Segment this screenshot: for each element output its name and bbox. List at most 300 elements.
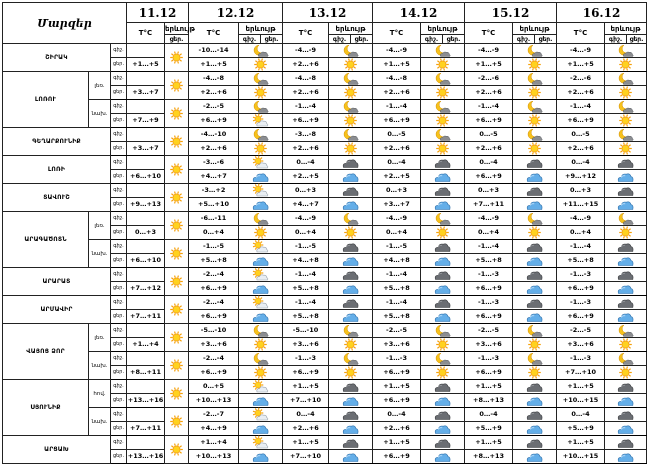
subregion-label: նախ. [89, 100, 111, 128]
temperature-cell: -1…-3 [283, 352, 329, 366]
day-night-label: ցեր. [111, 422, 127, 436]
weather-cell [421, 450, 465, 464]
temperature-cell: +6…+9 [189, 114, 239, 128]
temperature-cell: -1…-5 [283, 240, 329, 254]
temperature-cell: -1…-3 [373, 352, 421, 366]
temperature-cell [127, 436, 165, 450]
temperature-cell: +10…+13 [189, 450, 239, 464]
temperature-cell [127, 212, 165, 226]
temperature-cell: -4…-9 [557, 44, 605, 58]
temperature-cell: -4…-9 [283, 212, 329, 226]
temperature-cell: +5…+8 [283, 282, 329, 296]
temperature-cell: -6…-11 [189, 212, 239, 226]
day-night-label: ցեր. [111, 170, 127, 184]
temperature-cell: +9…+12 [557, 170, 605, 184]
weather-header: երևույթ [239, 23, 283, 35]
weather-cell [165, 436, 189, 464]
temperature-cell: 0…+4 [465, 226, 513, 240]
temperature-cell: -1…-3 [465, 296, 513, 310]
temperature-cell: +3…+6 [557, 338, 605, 352]
table-row [3, 296, 647, 310]
temperature-cell: 0…+4 [283, 226, 329, 240]
sun-icon [168, 103, 185, 122]
day-header: ցեր. [261, 35, 283, 44]
temperature-cell: 0…-4 [557, 408, 605, 422]
temperature-cell: +11…+15 [557, 198, 605, 212]
temperature-cell: +6…+9 [557, 114, 605, 128]
table-row [3, 324, 647, 338]
table-row [3, 72, 647, 86]
temperature-cell: +10…+13 [189, 394, 239, 408]
temperature-cell: +7…+11 [465, 198, 513, 212]
day-header: ցեր. [165, 35, 189, 44]
sun-icon [168, 411, 185, 430]
temperature-cell: +6…+9 [465, 366, 513, 380]
subregion-label: նախ. [89, 352, 111, 380]
temperature-cell: +7…+10 [283, 394, 329, 408]
day-night-label: ցեր. [111, 114, 127, 128]
temperature-cell: -5…-10 [283, 324, 329, 338]
temperature-cell [127, 100, 165, 114]
temperature-cell: 0…+4 [373, 226, 421, 240]
temperature-cell: +3…+6 [465, 338, 513, 352]
table-row [3, 408, 647, 422]
temperature-cell: +6…+9 [373, 394, 421, 408]
table-row [3, 240, 647, 254]
temperature-cell: +1…+5 [557, 380, 605, 394]
temperature-cell: 0…-4 [557, 156, 605, 170]
temperature-cell: +2…+5 [283, 170, 329, 184]
temperature-cell: -1…-4 [373, 268, 421, 282]
region-header: Մարզեր [3, 3, 127, 44]
sun-icon [168, 383, 185, 402]
day-night-label: գիշ. [111, 380, 127, 394]
temperature-cell: +3…+6 [189, 338, 239, 352]
temperature-cell [127, 268, 165, 282]
temperature-cell: +5…+9 [557, 422, 605, 436]
temperature-cell: -1…-4 [283, 100, 329, 114]
temp-header: T°C [283, 23, 329, 44]
temperature-cell: +1…+5 [557, 58, 605, 72]
temperature-cell: +2…+6 [189, 142, 239, 156]
temperature-cell: 0…-5 [373, 128, 421, 142]
temperature-cell [127, 44, 165, 58]
temperature-cell: -2…-7 [189, 408, 239, 422]
temperature-cell: -5…-10 [189, 324, 239, 338]
temperature-cell: -4…-8 [189, 72, 239, 86]
weather-cell [165, 100, 189, 128]
temperature-cell: -1…-4 [283, 296, 329, 310]
table-row [3, 268, 647, 282]
temperature-cell: +2…+5 [373, 170, 421, 184]
temperature-cell: +4…+7 [283, 198, 329, 212]
temperature-cell [127, 184, 165, 198]
sun-icon [168, 299, 185, 318]
day-night-label: ցեր. [111, 58, 127, 72]
temperature-cell: +10…+15 [557, 450, 605, 464]
temperature-cell: +4…+7 [189, 170, 239, 184]
day-night-label: ցեր. [111, 142, 127, 156]
temperature-cell: +3…+6 [373, 338, 421, 352]
temp-header: T°C [557, 23, 605, 44]
temperature-cell: 0…-4 [373, 156, 421, 170]
weather-header: երևույթ [605, 23, 647, 35]
subregion-label: նախ. [89, 408, 111, 436]
day-night-label: գիշ. [111, 44, 127, 58]
date-header: 13.12 [283, 3, 373, 23]
blue-cloud-icon [252, 446, 269, 465]
temperature-cell: -4…-9 [465, 212, 513, 226]
temperature-cell: 0…+3 [465, 184, 513, 198]
region-name: ԳԵՂԱՐՔՈՒՆԻՔ [3, 128, 111, 156]
temperature-cell: +1…+5 [373, 380, 421, 394]
temperature-cell: -2…-5 [189, 100, 239, 114]
night-header: գիշ. [329, 35, 351, 44]
temperature-cell: +6…+9 [465, 282, 513, 296]
temperature-cell: +6…+9 [557, 282, 605, 296]
temp-header: T°C [189, 23, 239, 44]
temperature-cell: +6…+9 [189, 366, 239, 380]
night-header: գիշ. [513, 35, 535, 44]
day-header: ցեր. [443, 35, 465, 44]
table-row [3, 44, 647, 58]
temperature-cell: -1…-4 [465, 100, 513, 114]
temperature-cell: +6…+9 [373, 450, 421, 464]
temperature-cell: +2…+6 [283, 142, 329, 156]
date-header: 15.12 [465, 3, 557, 23]
temperature-cell: -2…-6 [465, 72, 513, 86]
sun-icon [168, 47, 185, 66]
day-night-label: ցեր. [111, 450, 127, 464]
temperature-cell: +6…+9 [373, 114, 421, 128]
temperature-cell: +7…+11 [127, 310, 165, 324]
sun-icon [168, 439, 185, 458]
temperature-cell: 0…-4 [465, 156, 513, 170]
temperature-cell: +4…+8 [283, 254, 329, 268]
sun-icon [168, 327, 185, 346]
temperature-cell: -2…-5 [373, 324, 421, 338]
weather-cell [165, 324, 189, 352]
blue-cloud-icon [617, 446, 634, 465]
temperature-cell: -4…-9 [465, 44, 513, 58]
weather-cell [165, 268, 189, 296]
temperature-cell: +4…+9 [189, 422, 239, 436]
temperature-cell: +5…+8 [557, 254, 605, 268]
temp-header: T°C [465, 23, 513, 44]
night-header: գիշ. [239, 35, 261, 44]
weather-cell [165, 156, 189, 184]
temperature-cell: +6…+9 [465, 114, 513, 128]
temperature-cell: +5…+9 [465, 422, 513, 436]
temperature-cell: -3…-6 [189, 156, 239, 170]
weather-cell [165, 352, 189, 380]
temperature-cell: -1…-3 [557, 296, 605, 310]
temperature-cell: +3…+7 [127, 86, 165, 100]
temperature-cell: +3…+6 [283, 338, 329, 352]
region-name: ԱՐԱԳԱԾՈՏՆ [3, 212, 89, 268]
day-night-label: ցեր. [111, 310, 127, 324]
region-name: ՏԱՎՈՒՇ [3, 184, 111, 212]
temperature-cell: -2…-4 [189, 268, 239, 282]
temperature-cell: -2…-4 [189, 352, 239, 366]
temperature-cell: 0…+4 [189, 226, 239, 240]
temperature-cell: -1…-4 [465, 240, 513, 254]
sun-icon [168, 75, 185, 94]
table-row [3, 184, 647, 198]
temperature-cell: +7…+10 [283, 450, 329, 464]
forecast-body [3, 44, 647, 464]
day-night-label: գիշ. [111, 296, 127, 310]
weather-cell [165, 128, 189, 156]
temperature-cell: -4…-8 [373, 72, 421, 86]
weather-cell [165, 240, 189, 268]
temperature-cell: 0…-4 [465, 408, 513, 422]
sun-icon [168, 243, 185, 262]
temperature-cell: +1…+5 [283, 380, 329, 394]
table-row [3, 436, 647, 450]
day-night-label: գիշ. [111, 240, 127, 254]
blue-cloud-icon [434, 446, 451, 465]
weather-header: երևույթ [513, 23, 557, 35]
weather-cell [605, 450, 647, 464]
temperature-cell: +6…+9 [189, 282, 239, 296]
temperature-cell: +1…+5 [557, 436, 605, 450]
temperature-cell: -1…-3 [557, 352, 605, 366]
temperature-cell: +8…+13 [465, 450, 513, 464]
blue-cloud-icon [342, 446, 359, 465]
temperature-cell: +5…+8 [283, 310, 329, 324]
temperature-cell: 0…-5 [557, 128, 605, 142]
subregion-label: լեռ. [89, 72, 111, 100]
temperature-cell: -3…-8 [283, 128, 329, 142]
temperature-cell: +1…+5 [373, 436, 421, 450]
temperature-cell: -1…-4 [557, 100, 605, 114]
table-row [3, 212, 647, 226]
night-header: գիշ. [605, 35, 627, 44]
region-name: ՇԻՐԱԿ [3, 44, 111, 72]
region-name: ԱՐԱՐԱՏ [3, 268, 111, 296]
temperature-cell: -1…-5 [373, 240, 421, 254]
sun-icon [168, 187, 185, 206]
temperature-cell: +2…+6 [373, 142, 421, 156]
weather-cell [513, 450, 557, 464]
day-night-label: ցեր. [111, 198, 127, 212]
subregion-label: նախ. [89, 240, 111, 268]
temperature-cell [127, 128, 165, 142]
temperature-cell: -4…-10 [189, 128, 239, 142]
temperature-cell: -1…-4 [283, 268, 329, 282]
day-header: ցեր. [627, 35, 647, 44]
temperature-cell: +2…+6 [465, 142, 513, 156]
temperature-cell: +3…+7 [127, 142, 165, 156]
temperature-cell: -1…-4 [557, 240, 605, 254]
sun-icon [168, 215, 185, 234]
temperature-cell [127, 380, 165, 394]
day-night-label: ցեր. [111, 86, 127, 100]
region-name: ԼՈՌԻ [3, 156, 111, 184]
forecast-page [2, 2, 638, 434]
temperature-cell: +6…+10 [127, 254, 165, 268]
temperature-cell [127, 408, 165, 422]
table-row [3, 352, 647, 366]
temperature-cell: +2…+6 [283, 86, 329, 100]
temperature-cell: -10…-14 [189, 44, 239, 58]
region-name: ԱՐՄԱՎԻՐ [3, 296, 111, 324]
weather-cell [165, 72, 189, 100]
temperature-cell: +2…+6 [373, 86, 421, 100]
day-header: ցեր. [351, 35, 373, 44]
temperature-cell: +7…+11 [127, 422, 165, 436]
temperature-cell: +1…+5 [465, 380, 513, 394]
day-night-label: գիշ. [111, 184, 127, 198]
temperature-cell: -1…-4 [373, 296, 421, 310]
temp-header: T°C [373, 23, 421, 44]
sun-icon [168, 159, 185, 178]
temperature-cell: +10…+15 [557, 394, 605, 408]
weather-cell [329, 450, 373, 464]
table-row [3, 100, 647, 114]
temperature-cell [127, 324, 165, 338]
sun-icon [168, 355, 185, 374]
temperature-cell: +1…+5 [189, 58, 239, 72]
temperature-cell [127, 240, 165, 254]
temperature-cell: +1…+5 [283, 436, 329, 450]
temperature-cell: -4…-9 [283, 44, 329, 58]
day-night-label: գիշ. [111, 212, 127, 226]
temperature-cell: -1…-3 [465, 352, 513, 366]
temperature-cell: +2…+6 [283, 58, 329, 72]
date-header: 12.12 [189, 3, 283, 23]
temperature-cell: +13…+16 [127, 394, 165, 408]
weather-header: երևույթ [165, 23, 189, 35]
weather-cell [165, 380, 189, 408]
temperature-cell: +5…+8 [373, 310, 421, 324]
weather-cell [165, 184, 189, 212]
temperature-cell: -4…-9 [557, 212, 605, 226]
day-night-label: ցեր. [111, 338, 127, 352]
temperature-cell: 0…+4 [557, 226, 605, 240]
temperature-cell: +2…+6 [557, 142, 605, 156]
temperature-cell: -1…-4 [373, 100, 421, 114]
temperature-cell: -1…-3 [465, 268, 513, 282]
weather-cell [239, 450, 283, 464]
region-name: ԼՈՌՈՒ [3, 72, 89, 128]
temperature-cell: -4…-9 [373, 212, 421, 226]
weather-header: երևույթ [421, 23, 465, 35]
day-night-label: գիշ. [111, 352, 127, 366]
temperature-cell: +13…+16 [127, 450, 165, 464]
subregion-label: լեռ. [89, 212, 111, 240]
day-night-label: ցեր. [111, 394, 127, 408]
temperature-cell: 0…-4 [283, 156, 329, 170]
temperature-cell: +6…+9 [283, 114, 329, 128]
weather-cell [165, 212, 189, 240]
temperature-cell: +7…+12 [127, 282, 165, 296]
temperature-cell: +1…+4 [127, 338, 165, 352]
temperature-cell: +5…+8 [373, 282, 421, 296]
temperature-cell: +3…+7 [373, 198, 421, 212]
sun-icon [168, 131, 185, 150]
temperature-cell: +5…+8 [189, 254, 239, 268]
temperature-cell [127, 72, 165, 86]
temperature-cell: 0…+3 [373, 184, 421, 198]
night-header: գիշ. [421, 35, 443, 44]
temperature-cell: 0…-4 [283, 408, 329, 422]
temperature-cell: +2…+6 [283, 422, 329, 436]
temperature-cell: +6…+9 [189, 310, 239, 324]
weather-cell [165, 44, 189, 72]
temperature-cell: +9…+13 [127, 198, 165, 212]
day-night-label: ցեր. [111, 282, 127, 296]
day-night-label: գիշ. [111, 128, 127, 142]
temperature-cell: +6…+9 [465, 170, 513, 184]
sun-icon [168, 271, 185, 290]
temperature-cell: +2…+6 [557, 86, 605, 100]
temperature-cell: +5…+8 [465, 254, 513, 268]
temperature-cell: +6…+9 [373, 366, 421, 380]
weather-header: երևույթ [329, 23, 373, 35]
temperature-cell: +2…+6 [373, 422, 421, 436]
day-night-label: գիշ. [111, 100, 127, 114]
temperature-cell: -1…-3 [557, 268, 605, 282]
temperature-cell: +1…+5 [127, 58, 165, 72]
temperature-cell: 0…-4 [373, 408, 421, 422]
temp-header: T°C [127, 23, 165, 44]
temperature-cell: +2…+6 [189, 86, 239, 100]
weather-cell [165, 408, 189, 436]
temperature-cell [127, 352, 165, 366]
temperature-cell: -3…+2 [189, 184, 239, 198]
temperature-cell: +1…+4 [189, 436, 239, 450]
temperature-cell: 0…+5 [189, 380, 239, 394]
temperature-cell: +4…+8 [373, 254, 421, 268]
date-header: 11.12 [127, 3, 189, 23]
table-row [3, 380, 647, 394]
region-name: ԱՐՑԱԽ [3, 436, 111, 464]
forecast-table [2, 2, 647, 464]
temperature-cell: +6…+10 [127, 170, 165, 184]
temperature-cell [127, 156, 165, 170]
temperature-cell: -2…-6 [557, 72, 605, 86]
day-night-label: գիշ. [111, 72, 127, 86]
date-header: 14.12 [373, 3, 465, 23]
temperature-cell: -4…-8 [283, 72, 329, 86]
temperature-cell: -2…-4 [189, 296, 239, 310]
temperature-cell: +1…+5 [465, 58, 513, 72]
temperature-cell: 0…-5 [465, 128, 513, 142]
day-night-label: գիշ. [111, 408, 127, 422]
temperature-cell: -2…-5 [557, 324, 605, 338]
day-night-label: ցեր. [111, 366, 127, 380]
temperature-cell [127, 296, 165, 310]
temperature-cell: 0…+3 [557, 184, 605, 198]
day-night-label: ցեր. [111, 226, 127, 240]
temperature-cell: +7…+10 [557, 366, 605, 380]
day-header: ցեր. [535, 35, 557, 44]
temperature-cell: +8…+11 [127, 366, 165, 380]
temperature-cell: -1…-5 [189, 240, 239, 254]
temperature-cell: -4…-9 [373, 44, 421, 58]
table-row [3, 156, 647, 170]
temperature-cell: -2…-5 [465, 324, 513, 338]
day-night-label: ցեր. [111, 254, 127, 268]
date-header: 16.12 [557, 3, 647, 23]
day-night-label: գիշ. [111, 268, 127, 282]
region-name: ՍՅՈՒՆԻՔ [3, 380, 89, 436]
day-night-label: գիշ. [111, 324, 127, 338]
day-night-label: գիշ. [111, 156, 127, 170]
temperature-cell: +7…+9 [127, 114, 165, 128]
